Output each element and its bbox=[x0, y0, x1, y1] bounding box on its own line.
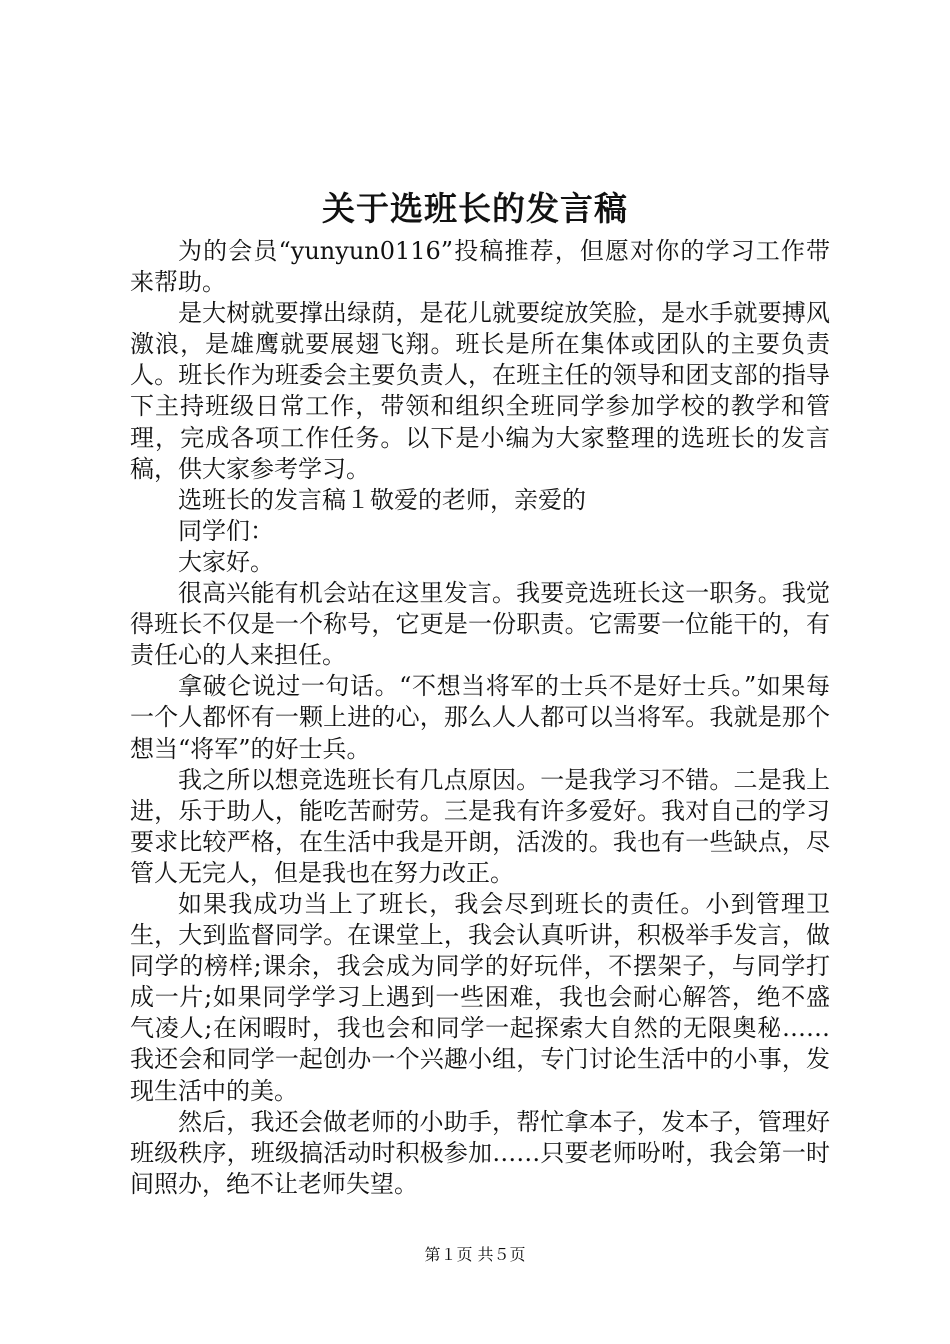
paragraph-speech-heading: 选班长的发言稿１敬爱的老师，亲爱的 bbox=[178, 485, 586, 514]
paragraph-reasons: 我之所以想竞选班长有几点原因。一是我学习不错。二是我上进，乐于助人，能吃苦耐劳。三是我有许多爱好。我对自己的学习要求比较严格，在生活中我是开朗，活泼的。我也有一些缺点，尽管人无完人，但是我也在努力改正。 bbox=[130, 765, 830, 887]
paragraph-napoleon: 拿破仑说过一句话。“不想当将军的士兵不是好士兵。”如果每一个人都怀有一颗上进的心，那么人人都可以当将军。我就是那个想当“将军”的好士兵。 bbox=[130, 672, 830, 763]
paragraph-duties: 如果我成功当上了班长，我会尽到班长的责任。小到管理卫生，大到监督同学。在课堂上，我会认真听讲，积极举手发言，做同学的榜样;课余，我会成为同学的好玩伴，不摆架子，与同学打成一片;如果同学学习上遇到一些困难，我也会耐心解答，绝不盛气凌人;在闲暇时，我也会和同学一起探索大自然的无限奥秘……我还会和同学一起创办一个兴趣小组，专门讨论生活中的小事，发现生活中的美。 bbox=[130, 889, 830, 1105]
paragraph-greeting: 大家好。 bbox=[178, 547, 274, 576]
paragraph-opening: 很高兴能有机会站在这里发言。我要竞选班长这一职务。我觉得班长不仅是一个称号，它更是一份职责。它需要一位能干的，有责任心的人来担任。 bbox=[130, 579, 830, 670]
document-body bbox=[130, 236, 830, 1200]
document-title: 关于选班长的发言稿 bbox=[322, 189, 628, 228]
paragraph-preface: 是大树就要撑出绿荫，是花儿就要绽放笑脸，是水手就要搏风激浪，是雄鹰就要展翅飞翔。班长是所在集体或团队的主要负责人。班长作为班委会主要负责人，在班主任的领导和团支部的指导下主持班级日常工作，带领和组织全班同学参加学校的教学和管理，完成各项工作任务。以下是小编为大家整理的选班长的发言稿，供大家参考学习。 bbox=[130, 299, 830, 483]
paragraph-assistant: 然后，我还会做老师的小助手，帮忙拿本子，发本子，管理好班级秩序，班级搞活动时积极参加……只要老师吩咐，我会第一时间照办，绝不让老师失望。 bbox=[130, 1107, 830, 1198]
paragraph-salutation: 同学们： bbox=[178, 516, 274, 545]
paragraph-intro: 为的会员“yunyun0116”投稿推荐，但愿对你的学习工作带来帮助。 bbox=[130, 237, 830, 297]
page-number-footer: 第１页 共５页 bbox=[424, 1245, 526, 1264]
